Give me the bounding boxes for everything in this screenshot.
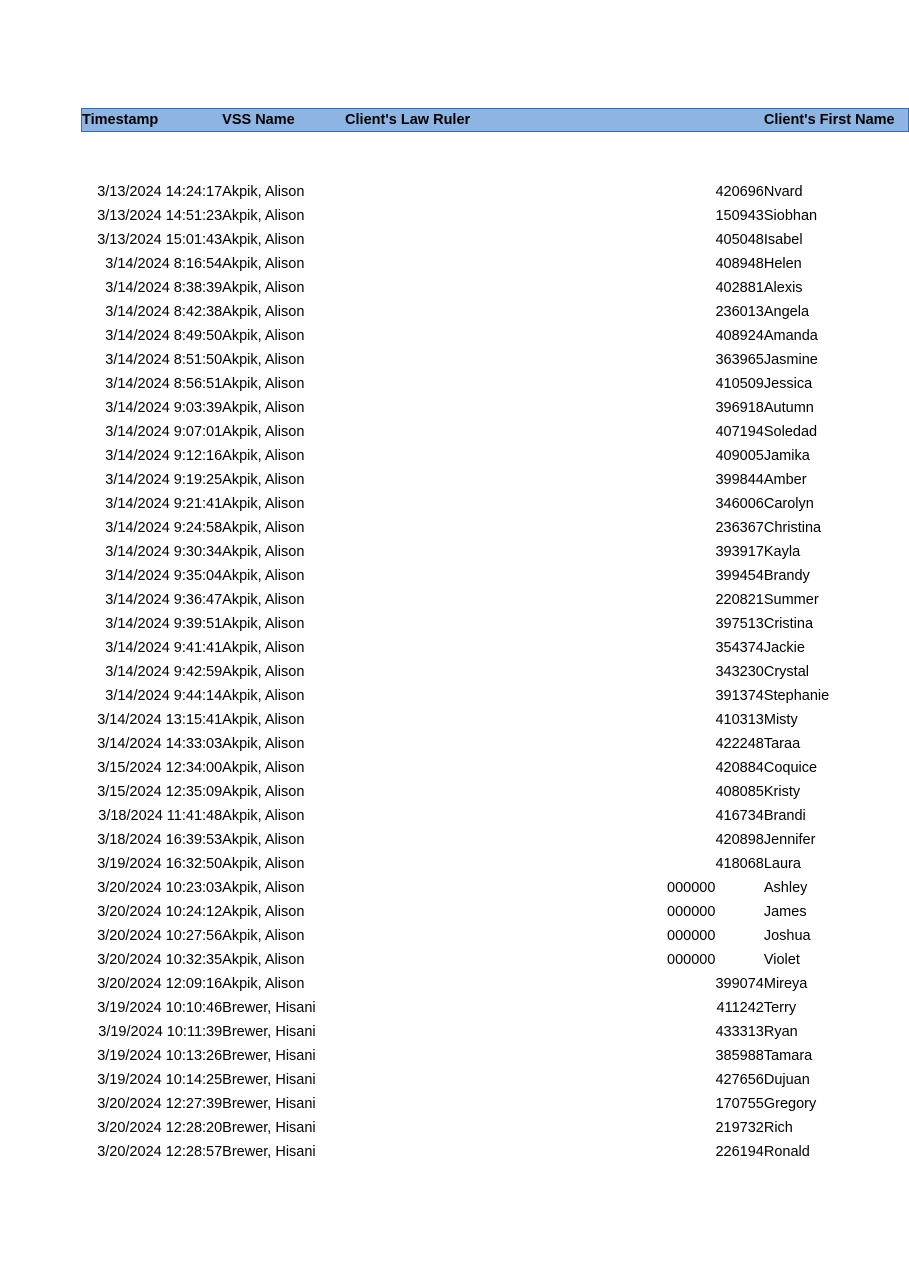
cell-timestamp[interactable]: 3/14/2024 8:16:54: [105, 256, 223, 272]
cell-clients-law-ruler[interactable]: 354374: [715, 640, 764, 656]
cell-clients-first-name[interactable]: Joshua: [763, 928, 811, 944]
cell-clients-first-name[interactable]: Jasmine: [763, 352, 818, 368]
cell-clients-law-ruler[interactable]: 385988: [715, 1048, 764, 1064]
cell-timestamp[interactable]: 3/14/2024 9:24:58: [105, 520, 223, 536]
cell-timestamp[interactable]: 3/14/2024 8:38:39: [105, 280, 223, 296]
cell-timestamp[interactable]: 3/13/2024 14:24:17: [97, 184, 223, 200]
cell-clients-law-ruler[interactable]: 000000: [667, 880, 716, 896]
table-row[interactable]: [82, 564, 909, 588]
table-row[interactable]: [82, 948, 909, 972]
cell-clients-first-name[interactable]: Christina: [763, 520, 822, 536]
cell-clients-first-name[interactable]: James: [763, 904, 807, 920]
cell-vss-name[interactable]: Brewer, Hisani: [222, 1000, 316, 1016]
cell-timestamp[interactable]: 3/20/2024 12:28:57: [97, 1144, 223, 1160]
table-header: [82, 109, 909, 132]
spacer-cell: [82, 132, 223, 181]
cell-clients-first-name[interactable]: Amber: [763, 472, 807, 488]
cell-timestamp[interactable]: 3/14/2024 9:41:41: [105, 640, 223, 656]
data-table: [81, 108, 909, 1164]
cell-timestamp[interactable]: 3/14/2024 9:36:47: [105, 592, 223, 608]
cell-clients-law-ruler[interactable]: 363965: [715, 352, 764, 368]
cell-timestamp[interactable]: 3/14/2024 9:44:14: [105, 688, 223, 704]
cell-vss-name[interactable]: Brewer, Hisani: [222, 1144, 316, 1160]
cell-clients-first-name[interactable]: Mireya: [763, 976, 808, 992]
cell-clients-first-name[interactable]: Violet: [763, 952, 800, 968]
cell-clients-first-name[interactable]: Ronald: [763, 1144, 810, 1160]
cell-vss-name[interactable]: Akpik, Alison: [222, 376, 305, 392]
cell-vss-name[interactable]: Akpik, Alison: [222, 208, 305, 224]
column-header-clients-first-name[interactable]: Client's First Name: [764, 109, 909, 132]
cell-clients-law-ruler[interactable]: 000000: [667, 952, 716, 968]
table-row[interactable]: [82, 852, 909, 876]
cell-vss-name[interactable]: Akpik, Alison: [222, 856, 305, 872]
cell-clients-law-ruler[interactable]: 396918: [715, 400, 764, 416]
cell-clients-law-ruler[interactable]: 422248: [715, 736, 764, 752]
spacer-cell: [764, 132, 909, 181]
cell-clients-law-ruler[interactable]: 399454: [715, 568, 764, 584]
cell-clients-law-ruler[interactable]: 416734: [715, 808, 764, 824]
spacer-cell: [345, 132, 764, 181]
cell-vss-name[interactable]: Akpik, Alison: [222, 664, 305, 680]
cell-timestamp[interactable]: 3/20/2024 12:09:16: [97, 976, 223, 992]
column-header-timestamp[interactable]: Timestamp: [82, 109, 223, 132]
cell-vss-name[interactable]: Akpik, Alison: [222, 448, 305, 464]
cell-timestamp[interactable]: 3/15/2024 12:34:00: [97, 760, 223, 776]
cell-clients-law-ruler[interactable]: 409005: [715, 448, 764, 464]
cell-vss-name[interactable]: Brewer, Hisani: [222, 1120, 316, 1136]
table-row[interactable]: [82, 444, 909, 468]
cell-vss-name[interactable]: Akpik, Alison: [222, 784, 305, 800]
cell-vss-name[interactable]: Akpik, Alison: [222, 736, 305, 752]
table-row[interactable]: [82, 492, 909, 516]
cell-clients-law-ruler[interactable]: 411242: [716, 1000, 764, 1016]
cell-vss-name[interactable]: Akpik, Alison: [222, 544, 305, 560]
cell-clients-first-name[interactable]: Coquice: [763, 760, 818, 776]
cell-clients-first-name[interactable]: Taraa: [763, 736, 801, 752]
cell-vss-name[interactable]: Akpik, Alison: [222, 424, 305, 440]
cell-clients-first-name[interactable]: Kristy: [763, 784, 801, 800]
cell-clients-first-name[interactable]: Misty: [763, 712, 798, 728]
cell-clients-law-ruler[interactable]: 405048: [715, 232, 764, 248]
cell-clients-law-ruler[interactable]: 408085: [715, 784, 764, 800]
table-row[interactable]: [82, 372, 909, 396]
cell-clients-law-ruler[interactable]: 343230: [715, 664, 764, 680]
cell-vss-name[interactable]: Akpik, Alison: [222, 592, 305, 608]
cell-clients-first-name[interactable]: Ryan: [763, 1024, 798, 1040]
cell-clients-law-ruler[interactable]: 420898: [715, 832, 764, 848]
cell-clients-first-name[interactable]: Terry: [763, 1000, 797, 1016]
cell-timestamp[interactable]: 3/19/2024 10:13:26: [97, 1048, 223, 1064]
cell-clients-first-name[interactable]: Amanda: [763, 328, 818, 344]
table-row[interactable]: [82, 1068, 909, 1092]
cell-clients-first-name[interactable]: Carolyn: [763, 496, 814, 512]
cell-vss-name[interactable]: Akpik, Alison: [222, 328, 305, 344]
cell-clients-first-name[interactable]: Brandi: [763, 808, 806, 824]
table-row[interactable]: [82, 276, 909, 300]
cell-clients-law-ruler[interactable]: 397513: [715, 616, 764, 632]
cell-clients-law-ruler[interactable]: 408948: [715, 256, 764, 272]
table-row[interactable]: [82, 588, 909, 612]
cell-clients-first-name[interactable]: Summer: [763, 592, 819, 608]
cell-timestamp[interactable]: 3/14/2024 8:49:50: [105, 328, 223, 344]
table-row[interactable]: [82, 756, 909, 780]
table-row[interactable]: [82, 924, 909, 948]
cell-clients-law-ruler[interactable]: 410313: [715, 712, 764, 728]
cell-vss-name[interactable]: Akpik, Alison: [222, 976, 305, 992]
cell-clients-first-name[interactable]: Crystal: [763, 664, 809, 680]
column-header-clients-law-ruler[interactable]: Client's Law Ruler: [345, 109, 764, 132]
cell-clients-first-name[interactable]: Soledad: [763, 424, 818, 440]
table-row[interactable]: [82, 804, 909, 828]
cell-vss-name[interactable]: Akpik, Alison: [222, 904, 305, 920]
cell-timestamp[interactable]: 3/13/2024 14:51:23: [97, 208, 223, 224]
cell-clients-first-name[interactable]: Jamika: [763, 448, 810, 464]
cell-timestamp[interactable]: 3/14/2024 8:56:51: [105, 376, 223, 392]
cell-clients-law-ruler[interactable]: 407194: [715, 424, 764, 440]
table-row[interactable]: [82, 828, 909, 852]
table-row[interactable]: [82, 348, 909, 372]
cell-timestamp[interactable]: 3/14/2024 9:39:51: [105, 616, 223, 632]
cell-timestamp[interactable]: 3/18/2024 11:41:48: [98, 808, 223, 824]
cell-timestamp[interactable]: 3/14/2024 8:51:50: [105, 352, 223, 368]
table-row[interactable]: [82, 540, 909, 564]
table-row[interactable]: [82, 180, 909, 204]
table-row[interactable]: [82, 972, 909, 996]
cell-timestamp[interactable]: 3/14/2024 9:03:39: [105, 400, 223, 416]
cell-vss-name[interactable]: Brewer, Hisani: [222, 1048, 316, 1064]
cell-timestamp[interactable]: 3/14/2024 9:21:41: [105, 496, 223, 512]
cell-vss-name[interactable]: Akpik, Alison: [222, 496, 305, 512]
cell-timestamp[interactable]: 3/18/2024 16:39:53: [97, 832, 223, 848]
spacer-row: [82, 132, 909, 181]
cell-vss-name[interactable]: Akpik, Alison: [222, 184, 305, 200]
cell-vss-name[interactable]: Akpik, Alison: [222, 232, 305, 248]
cell-vss-name[interactable]: Akpik, Alison: [222, 472, 305, 488]
cell-clients-first-name[interactable]: Tamara: [763, 1048, 813, 1064]
cell-timestamp[interactable]: 3/15/2024 12:35:09: [97, 784, 223, 800]
cell-clients-law-ruler[interactable]: 000000: [667, 904, 716, 920]
table-row[interactable]: [82, 612, 909, 636]
column-header-vss-name[interactable]: VSS Name: [222, 109, 345, 132]
cell-clients-law-ruler[interactable]: 346006: [715, 496, 764, 512]
cell-timestamp[interactable]: 3/20/2024 10:27:56: [97, 928, 223, 944]
cell-clients-first-name[interactable]: Autumn: [763, 400, 814, 416]
table-row[interactable]: [82, 1116, 909, 1140]
cell-clients-law-ruler[interactable]: 420884: [715, 760, 764, 776]
table-row[interactable]: [82, 636, 909, 660]
cell-clients-first-name[interactable]: Cristina: [763, 616, 814, 632]
cell-timestamp[interactable]: 3/20/2024 12:27:39: [97, 1096, 223, 1112]
cell-vss-name[interactable]: Akpik, Alison: [222, 928, 305, 944]
table-row[interactable]: [82, 1044, 909, 1068]
cell-clients-law-ruler[interactable]: 170755: [715, 1096, 764, 1112]
cell-vss-name[interactable]: Akpik, Alison: [222, 640, 305, 656]
cell-clients-law-ruler[interactable]: 399074: [715, 976, 764, 992]
cell-clients-first-name[interactable]: Siobhan: [763, 208, 818, 224]
cell-clients-law-ruler[interactable]: 150943: [715, 208, 764, 224]
table-row[interactable]: [82, 516, 909, 540]
cell-vss-name[interactable]: Akpik, Alison: [222, 256, 305, 272]
cell-vss-name[interactable]: Brewer, Hisani: [222, 1072, 316, 1088]
table-row[interactable]: [82, 1020, 909, 1044]
table-row[interactable]: [82, 996, 909, 1020]
table-row[interactable]: [82, 660, 909, 684]
cell-timestamp[interactable]: 3/14/2024 9:42:59: [105, 664, 223, 680]
cell-clients-first-name[interactable]: Nvard: [763, 184, 803, 200]
cell-timestamp[interactable]: 3/14/2024 9:19:25: [105, 472, 223, 488]
table-row[interactable]: [82, 1140, 909, 1164]
table-row[interactable]: [82, 732, 909, 756]
spacer-cell: [222, 132, 345, 181]
table-row[interactable]: [82, 396, 909, 420]
cell-vss-name[interactable]: Akpik, Alison: [222, 400, 305, 416]
cell-timestamp[interactable]: 3/19/2024 10:11:39: [98, 1024, 223, 1040]
cell-clients-first-name[interactable]: Brandy: [763, 568, 810, 584]
cell-clients-law-ruler[interactable]: 236013: [715, 304, 764, 320]
table-row[interactable]: [82, 252, 909, 276]
cell-clients-first-name[interactable]: Stephanie: [763, 688, 830, 704]
table-row[interactable]: [82, 228, 909, 252]
table-row[interactable]: [82, 468, 909, 492]
table-row[interactable]: [82, 300, 909, 324]
cell-timestamp[interactable]: 3/19/2024 16:32:50: [97, 856, 223, 872]
cell-timestamp[interactable]: 3/20/2024 10:32:35: [97, 952, 223, 968]
cell-clients-law-ruler[interactable]: 427656: [715, 1072, 764, 1088]
cell-clients-law-ruler[interactable]: 399844: [715, 472, 764, 488]
cell-vss-name[interactable]: Brewer, Hisani: [222, 1096, 316, 1112]
cell-timestamp[interactable]: 3/20/2024 12:28:20: [97, 1120, 223, 1136]
table-row[interactable]: [82, 876, 909, 900]
header-row: [82, 109, 909, 132]
cell-vss-name[interactable]: Akpik, Alison: [222, 568, 305, 584]
cell-clients-first-name[interactable]: Dujuan: [763, 1072, 810, 1088]
cell-clients-first-name[interactable]: Jessica: [763, 376, 813, 392]
cell-vss-name[interactable]: Akpik, Alison: [222, 712, 305, 728]
cell-clients-first-name[interactable]: Isabel: [763, 232, 803, 248]
cell-clients-law-ruler[interactable]: 393917: [715, 544, 764, 560]
cell-timestamp[interactable]: 3/19/2024 10:14:25: [97, 1072, 223, 1088]
cell-clients-law-ruler[interactable]: 000000: [667, 928, 716, 944]
table-row[interactable]: [82, 684, 909, 708]
table-row[interactable]: [82, 420, 909, 444]
cell-timestamp[interactable]: 3/20/2024 10:24:12: [97, 904, 223, 920]
cell-clients-first-name[interactable]: Alexis: [763, 280, 803, 296]
cell-vss-name[interactable]: Akpik, Alison: [222, 808, 305, 824]
cell-clients-law-ruler[interactable]: 220821: [715, 592, 764, 608]
cell-vss-name[interactable]: Akpik, Alison: [222, 880, 305, 896]
cell-clients-first-name[interactable]: Ashley: [763, 880, 808, 896]
cell-clients-law-ruler[interactable]: 391374: [715, 688, 764, 704]
cell-timestamp[interactable]: 3/14/2024 13:15:41: [97, 712, 223, 728]
cell-timestamp[interactable]: 3/14/2024 14:33:03: [97, 736, 223, 752]
cell-clients-first-name[interactable]: Helen: [763, 256, 802, 272]
cell-clients-law-ruler[interactable]: 420696: [715, 184, 764, 200]
cell-clients-law-ruler[interactable]: 433313: [715, 1024, 764, 1040]
cell-timestamp[interactable]: 3/14/2024 9:12:16: [105, 448, 223, 464]
cell-clients-first-name[interactable]: Rich: [763, 1120, 793, 1136]
table-body: [82, 132, 909, 1165]
cell-clients-law-ruler[interactable]: 408924: [715, 328, 764, 344]
cell-timestamp[interactable]: 3/14/2024 9:30:34: [105, 544, 223, 560]
cell-clients-law-ruler[interactable]: 219732: [715, 1120, 764, 1136]
cell-vss-name[interactable]: Akpik, Alison: [222, 832, 305, 848]
cell-vss-name[interactable]: Akpik, Alison: [222, 688, 305, 704]
cell-timestamp[interactable]: 3/20/2024 10:23:03: [97, 880, 223, 896]
table-row[interactable]: [82, 780, 909, 804]
cell-clients-law-ruler[interactable]: 402881: [715, 280, 764, 296]
cell-clients-law-ruler[interactable]: 410509: [715, 376, 764, 392]
cell-clients-first-name[interactable]: Angela: [763, 304, 810, 320]
table-row[interactable]: [82, 324, 909, 348]
cell-vss-name[interactable]: Akpik, Alison: [222, 352, 305, 368]
cell-timestamp[interactable]: 3/14/2024 8:42:38: [105, 304, 223, 320]
cell-timestamp[interactable]: 3/14/2024 9:07:01: [105, 424, 223, 440]
cell-clients-law-ruler[interactable]: 236367: [715, 520, 764, 536]
cell-clients-first-name[interactable]: Laura: [763, 856, 801, 872]
cell-clients-first-name[interactable]: Jackie: [763, 640, 805, 656]
cell-clients-first-name[interactable]: Gregory: [763, 1096, 817, 1112]
cell-clients-law-ruler[interactable]: 226194: [715, 1144, 764, 1160]
cell-vss-name[interactable]: Akpik, Alison: [222, 616, 305, 632]
cell-vss-name[interactable]: Akpik, Alison: [222, 760, 305, 776]
cell-timestamp[interactable]: 3/14/2024 9:35:04: [105, 568, 223, 584]
cell-timestamp[interactable]: 3/13/2024 15:01:43: [97, 232, 223, 248]
cell-vss-name[interactable]: Akpik, Alison: [222, 304, 305, 320]
cell-vss-name[interactable]: Akpik, Alison: [222, 520, 305, 536]
cell-vss-name[interactable]: Akpik, Alison: [222, 280, 305, 296]
table-row[interactable]: [82, 900, 909, 924]
cell-timestamp[interactable]: 3/19/2024 10:10:46: [97, 1000, 223, 1016]
cell-clients-first-name[interactable]: Jennifer: [763, 832, 816, 848]
table-row[interactable]: [82, 708, 909, 732]
cell-clients-law-ruler[interactable]: 418068: [715, 856, 764, 872]
cell-vss-name[interactable]: Akpik, Alison: [222, 952, 305, 968]
cell-clients-first-name[interactable]: Kayla: [763, 544, 801, 560]
cell-vss-name[interactable]: Brewer, Hisani: [222, 1024, 316, 1040]
table-row[interactable]: [82, 1092, 909, 1116]
table-row[interactable]: [82, 204, 909, 228]
